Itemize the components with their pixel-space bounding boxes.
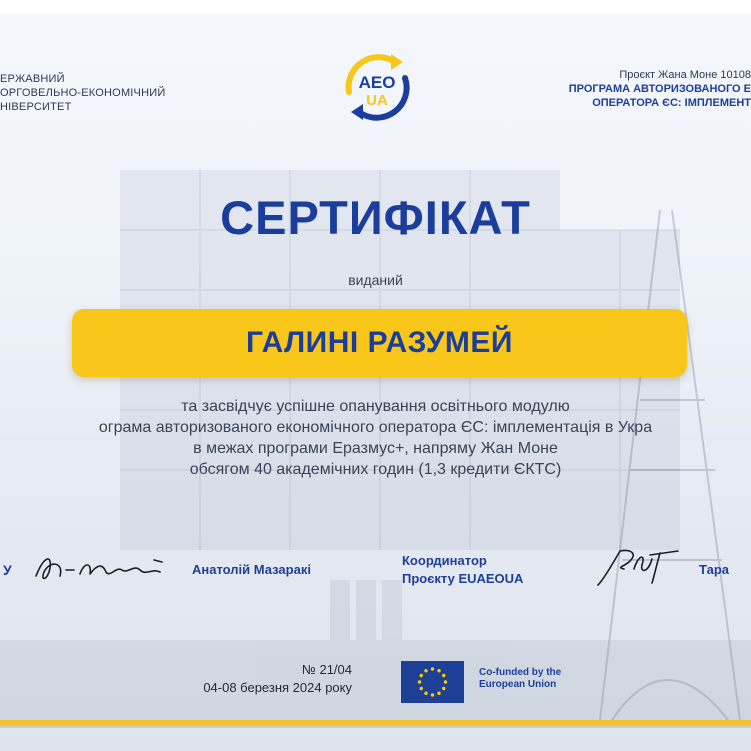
project-line-3: ОПЕРАТОРА ЄС: ІМПЛЕМЕНТ [592,97,751,109]
eu-star-icon [424,692,427,695]
partial-left-text: У [3,562,12,578]
certificate-dates: 04-08 березня 2024 року [203,680,352,695]
eu-line-1: Co-funded by the [479,667,562,678]
signer-2-name: Тара [699,562,730,577]
body-line-1: та засвідчує успішне опанування освітнього модулю [181,398,570,415]
eu-line-2: European Union [479,679,557,690]
certificate-number-text: № 21/04 [301,662,352,677]
university-line-2: ОРГОВЕЛЬНО-ЕКОНОМІЧНИЙ [0,87,166,99]
coordinator-line-2: Проєкту EUAEOUA [402,571,524,586]
eu-star-icon [431,667,434,670]
eu-star-icon [442,687,445,690]
signature-left-icon [30,548,180,588]
university-line-1: ЕРЖАВНИЙ [0,73,65,85]
eu-funding-text [479,667,561,691]
eu-star-icon [424,669,427,672]
project-line-2: ПРОГРАМА АВТОРИЗОВАНОГО Е [568,83,751,95]
signer-1-name: Анатолій Мазаракі [192,562,311,577]
aeo-ua-logo-icon [327,48,427,122]
body-line-4: обсягом 40 академічних годин (1,3 кредити ЄКТС) [189,461,562,478]
eu-star-icon [437,692,440,695]
body-line-3: в межах програми Еразмус+, напряму Жан Моне [193,440,558,457]
project-info [470,68,751,110]
eu-star-icon [431,693,434,696]
signature-right-icon [590,545,685,590]
coordinator-label [402,552,523,588]
eu-star-icon [442,674,445,677]
recipient-box [72,309,687,377]
logo-bottom-text: UA [366,92,388,109]
eu-flag-icon [401,661,464,703]
university-line-3: НІВЕРСИТЕТ [0,101,72,113]
eu-star-icon [437,669,440,672]
recipient-name: ГАЛИНІ РАЗУМЕЙ [245,326,513,359]
body-line-2: ограма авторизованого економічного оператора ЄС: імплементація в Укра [98,419,653,436]
eu-star-icon [444,680,447,683]
university-name [0,72,260,114]
project-line-1: Проєкт Жана Моне 10108 [619,69,751,81]
issued-label: виданий [348,272,403,288]
certificate-number [120,661,352,697]
certificate-title: СЕРТИФІКАТ [220,191,531,244]
eu-star-icon [420,674,423,677]
certificate-body [0,396,751,480]
coordinator-line-1: Координатор [402,553,487,568]
eu-star-icon [418,680,421,683]
logo-top-text: AEO [358,73,396,92]
eu-star-icon [420,687,423,690]
bottom-rule [0,726,751,728]
